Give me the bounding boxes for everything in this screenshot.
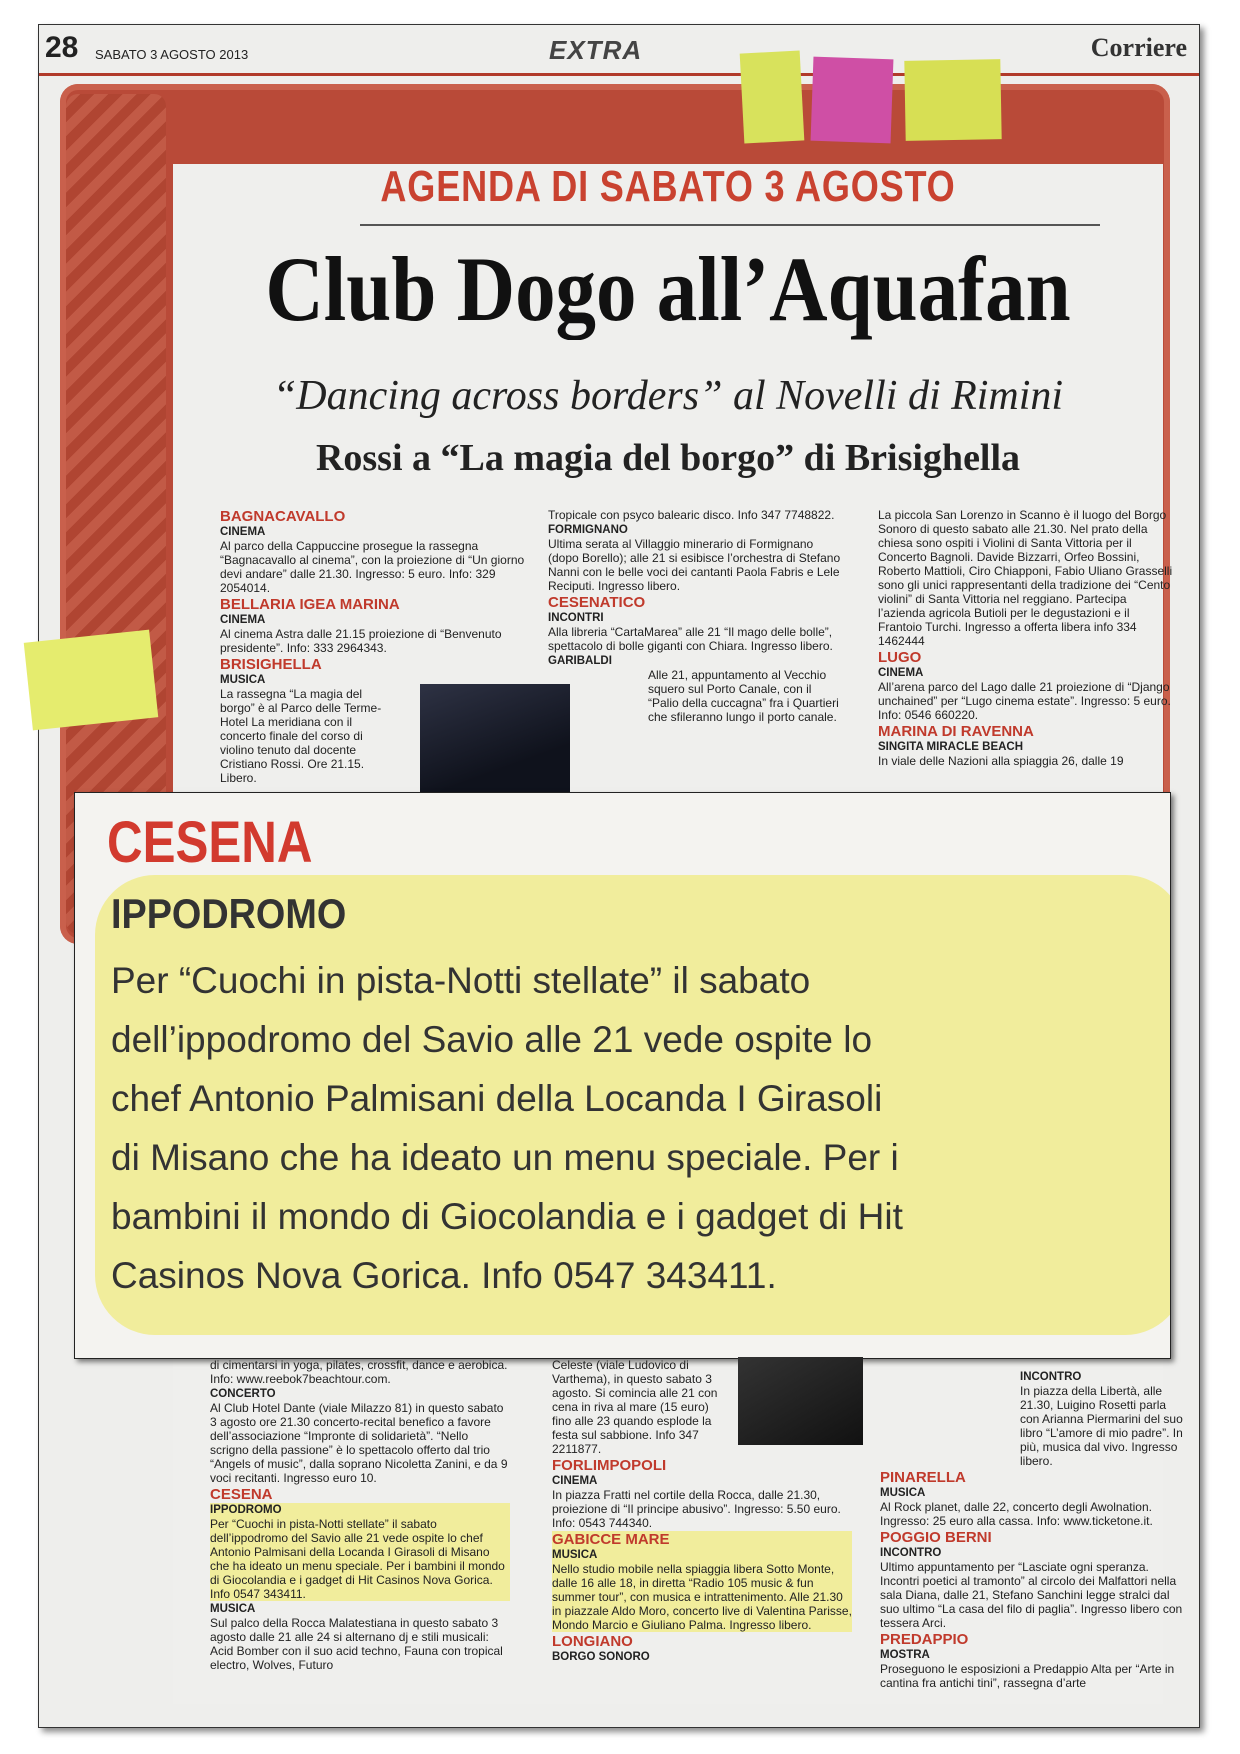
headline: Club Dogo all’Aquafan (265, 238, 1071, 340)
section-logo: EXTRA (549, 35, 643, 65)
event-photo (738, 1357, 863, 1445)
event-text: In piazza Fratti nel cortile della Rocca, dalle 21.30, proiezione di “Il principe abusivo”. Ingresso: 5.50 euro. Info: 0543 744340. (552, 1488, 841, 1530)
title-rule (360, 224, 1100, 226)
page-header (39, 25, 1199, 73)
event-text: In viale delle Nazioni alla spiaggia 26, dalle 19 (878, 754, 1124, 768)
event-text: All’arena parco del Lago dalle 21 proiezione di “Django unchained” per “Lugo cinema estate”. Ingresso: 5 euro. Info: 0546 660220. (878, 680, 1171, 722)
town-heading: BRISIGHELLA (220, 656, 322, 673)
category-heading: INCONTRO (1020, 1371, 1082, 1383)
event-text: Alla libreria “CartaMarea” alle 21 “Il mago delle bolle”, spettacolo di bolle giganti con Chiara. Ingresso libero. (548, 625, 833, 653)
category-heading: CINEMA (220, 614, 266, 626)
event-text: La rassegna “La magia del borgo” è al Parco delle Terme-Hotel La meridiana con il concerto finale del corso di violino tenuto dal docente Cristiano Rossi. Ore 21.15. Libero. (220, 687, 382, 785)
category-heading: CINEMA (552, 1475, 598, 1487)
event-text: Per “Cuochi in pista-Notti stellate” il sabato dell’ippodromo del Savio alle 21 vede ospite lo chef Antonio Palmisani della Locanda I Girasoli di Misano che ha ideato un menu speciale. Per i bambini il mondo di Giocolandia e i gadget di Hit Casinos Nova Gorica. Info 0547 343411. (210, 1517, 505, 1601)
zoom-line: Casinos Nova Gorica. Info 0547 343411. (111, 1255, 777, 1296)
event-text: Celeste (viale Ludovico di Varthema), in questo sabato 3 agosto. Si comincia alle 21 con cena in riva al mare (15 euro) fino alle 23 quando esplode la festa sul sabbione. Info 347 2211877. (552, 1358, 718, 1456)
town-heading: LONGIANO (552, 1633, 633, 1650)
event-text: di cimentarsi in yoga, pilates, crossfit, dance e aerobica. Info: www.reebok7beachtour.com. (210, 1358, 508, 1386)
town-heading: FORLIMPOPOLI (552, 1457, 667, 1474)
town-heading: MARINA DI RAVENNA (878, 723, 1034, 740)
subheadline-2: Rossi a “La magia del borgo” di Brisighella (315, 437, 1021, 479)
category-heading: GARIBALDI (548, 655, 612, 667)
category-heading: CONCERTO (210, 1388, 276, 1400)
bottom-column-1 (210, 1358, 510, 1673)
event-text: Al parco della Cappuccine prosegue la rassegna “Bagnacavallo al cinema”, con la proiezione di “Un giorno devi andare” dalle 21.30. Ingresso: 5 euro. Info: 329 2054014. (220, 539, 525, 595)
event-text: Sul palco della Rocca Malatestiana in questo sabato 3 agosto dalle 21 alle 24 si alternano dj e stili musicali: Acid Bomber con il suo acid techno, Fauna con tropical electro, Wolves, Futuro (210, 1616, 503, 1672)
event-text: Alle 21, appuntamento al Vecchio squero sul Porto Canale, con il “Palio della cuccagna” fra i Quartieri che sfileranno lungo il porto canale. (648, 668, 839, 724)
event-text: Al Rock planet, dalle 22, concerto degli Awolnation. Ingresso: 25 euro alla cassa. Info: www.ticketone.it. (880, 1500, 1153, 1528)
category-heading: MUSICA (210, 1603, 256, 1615)
page-number: 28 (45, 31, 79, 64)
agenda-title: AGENDA DI SABATO 3 AGOSTO (380, 162, 956, 211)
sticky-note-pink (811, 57, 894, 144)
category-heading: INCONTRO (880, 1547, 942, 1559)
zoom-line: dell’ippodromo del Savio alle 21 vede ospite lo (111, 1019, 873, 1060)
sticky-note-yellow-2 (904, 59, 1001, 141)
zoom-line: bambini il mondo di Giocolandia e i gadget di Hit (111, 1196, 903, 1237)
town-heading: CESENATICO (548, 594, 646, 611)
category-heading: MUSICA (552, 1549, 598, 1561)
category-heading: SINGITA MIRACLE BEACH (878, 741, 1024, 753)
event-text: Al cinema Astra dalle 21.15 proiezione di “Benvenuto presidente”. Info: 333 2964343. (220, 627, 502, 655)
zoom-line: Per “Cuochi in pista-Notti stellate” il sabato (111, 960, 811, 1001)
zoom-category: IPPODROMO (111, 890, 347, 937)
town-heading: GABICCE MARE (552, 1531, 670, 1548)
subheadline-1: “Dancing across borders” al Novelli di Rimini (272, 373, 1064, 419)
town-heading: BAGNACAVALLO (220, 508, 346, 525)
zoom-line: chef Antonio Palmisani della Locanda I Girasoli (111, 1078, 883, 1119)
category-heading: MUSICA (220, 674, 266, 686)
page-date: SABATO 3 AGOSTO 2013 (95, 47, 249, 62)
event-text: Ultima serata al Villaggio minerario di Formignano (dopo Borello); alle 21 si esibisce l’orchestra di Stefano Nanni con le belle voci dei cantanti Paola Fabris e Lele Reciputi. Ingresso libero. (548, 537, 841, 593)
category-heading: FORMIGNANO (548, 524, 628, 536)
town-heading: POGGIO BERNI (880, 1529, 992, 1546)
bottom-column-3 (880, 1370, 1185, 1691)
town-heading: PINARELLA (880, 1469, 966, 1486)
zoom-town: CESENA (107, 810, 313, 875)
column-3 (878, 508, 1174, 769)
event-text: In piazza della Libertà, alle 21.30, Luigino Rosetti parla con Arianna Piermarini del suo libro “L’amore di mio padre”. In più, musica dal vivo. Ingresso libero. (1020, 1384, 1183, 1468)
newspaper-logo: Corriere (1090, 33, 1187, 62)
town-heading: BELLARIA IGEA MARINA (220, 596, 400, 613)
town-heading: CESENA (210, 1486, 273, 1503)
zoom-text (111, 951, 1161, 1305)
event-text: La piccola San Lorenzo in Scanno è il luogo del Borgo Sonoro di questo sabato alle 21.30. Nel prato della chiesa sono ospiti i Violini di Santa Vittoria per il Concerto Bagnoli. Davide Bizzarri, Orfeo Bossini, Roberto Mattioli, Ciro Chiapponi, Fabio Uliano Grasselli sono gli unici rappresentanti della tradizione dei “Cento violini” di Santa Vittoria nel reggiano. Partecipa l’azienda agricola Butioli per le degustazioni e il Frantoio Turchi. Ingresso a offerta libera info 334 1462444 (878, 508, 1173, 648)
event-text: Nello studio mobile nella spiaggia libera Sotto Monte, dalle 16 alle 18, in diretta “Radio 105 music & fun summer tour”, con musica e intrattenimento. Alle 21.30 in piazzale Aldo Moro, concerto live di Valentina Parisse, Mondo Marcio e Giuliano Palma. Ingresso libero. (552, 1562, 852, 1632)
column-2 (548, 508, 844, 725)
category-heading: INCONTRI (548, 612, 604, 624)
category-heading: CINEMA (878, 667, 924, 679)
category-heading: BORGO SONORO (552, 1651, 650, 1663)
event-text: Ultimo appuntamento per “Lasciate ogni speranza. Incontri poetici al tramonto” al circolo dei Malfattori nella sala Diana, dalle 21, Stefano Sanchini legge stralci dal suo ultimo “La casa del filo di paglia”. Ingresso libero con tessera Arci. (880, 1560, 1183, 1630)
header-divider (39, 73, 1199, 76)
category-heading: IPPODROMO (210, 1504, 282, 1516)
town-heading: PREDAPPIO (880, 1631, 969, 1648)
sticky-note-yellow (740, 50, 805, 143)
event-text: Tropicale con psyco balearic disco. Info 347 7748822. (548, 508, 835, 522)
town-heading: LUGO (878, 649, 922, 666)
zoom-line: di Misano che ha ideato un menu speciale. Per i (111, 1137, 899, 1178)
zoomed-article (74, 792, 1171, 1359)
event-text: Proseguono le esposizioni a Predappio Alta per “Arte in cantina fra antichi tini”, rassegna d’arte (880, 1662, 1175, 1690)
category-heading: CINEMA (220, 526, 266, 538)
category-heading: MUSICA (880, 1487, 926, 1499)
category-heading: MOSTRA (880, 1649, 930, 1661)
event-text: Al Club Hotel Dante (viale Milazzo 81) in questo sabato 3 agosto ore 21.30 concerto-recital benefico a favore dell’associazione “Impronte di solidarietà”. “Nello scrigno della passione” è lo spettacolo offerto dal trio “Angels of music”, dalla soprano Nicoletta Zanini, e da 9 voci recitanti. Ingresso euro 10. (210, 1401, 508, 1485)
sticky-note-left (24, 630, 159, 731)
